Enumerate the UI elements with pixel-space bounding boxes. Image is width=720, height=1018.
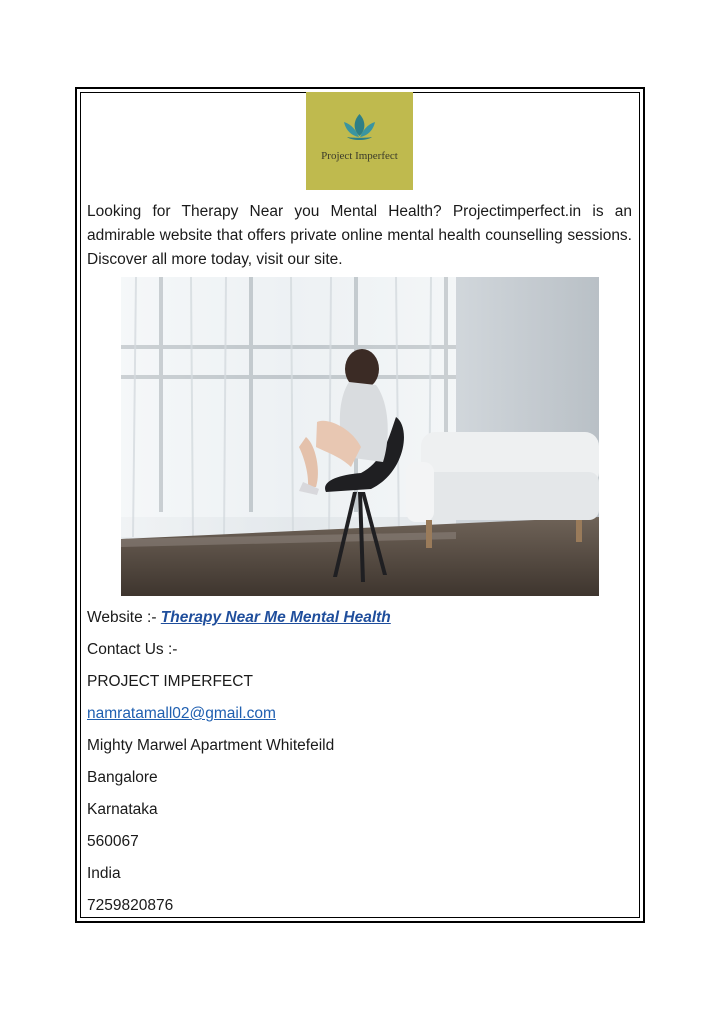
website-link[interactable]: Therapy Near Me Mental Health — [160, 609, 391, 626]
address-line: Mighty Marwel Apartment Whitefeild — [87, 737, 335, 754]
city: Bangalore — [87, 769, 158, 786]
project-imperfect-logo — [306, 92, 413, 190]
phone-number: 7259820876 — [87, 897, 174, 914]
intro-paragraph: Looking for Therapy Near you Mental Health? Projectimperfect.in is an admirable website that offers private online mental health counselling sessions. Discover all more today, visit our site. — [87, 203, 632, 268]
website-line — [87, 608, 391, 628]
woman-sitting-by-window-photo — [121, 277, 599, 596]
email-link[interactable]: namratamall02@gmail.com — [87, 705, 276, 722]
logo-text: Project Imperfect — [321, 150, 398, 162]
lotus-icon — [341, 112, 378, 142]
company-name: PROJECT IMPERFECT — [87, 673, 253, 690]
contact-heading: Contact Us :- — [87, 641, 178, 658]
website-label: Website :- — [87, 609, 161, 626]
email-line — [87, 704, 276, 724]
pincode: 560067 — [87, 833, 139, 850]
state: Karnataka — [87, 801, 158, 818]
country: India — [87, 865, 121, 882]
